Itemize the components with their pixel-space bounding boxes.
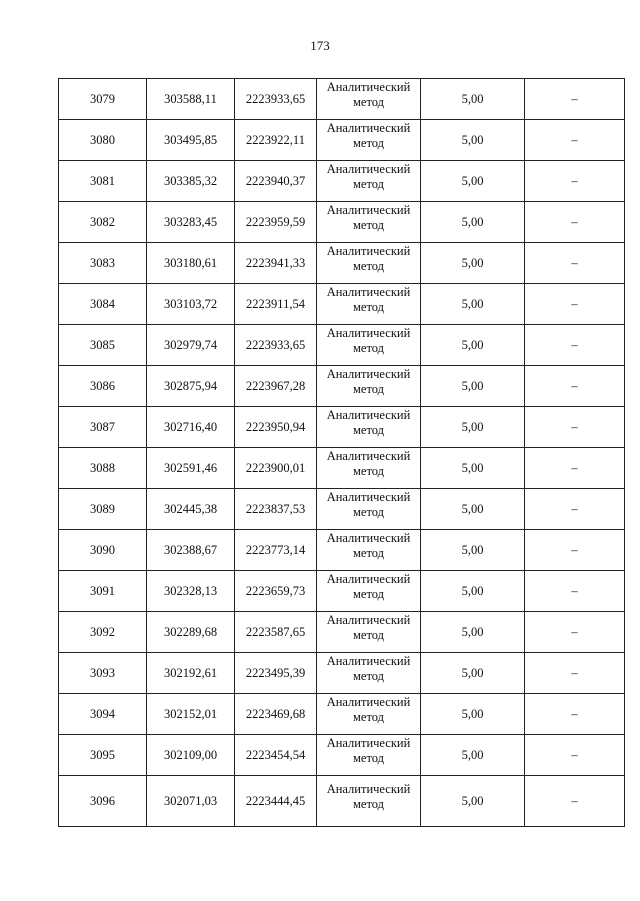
- method-cell: [317, 284, 421, 325]
- y-coordinate-cell: 2223587,65: [235, 612, 317, 653]
- method-text: Аналитический метод: [326, 613, 411, 642]
- x-coordinate-cell: 302192,61: [147, 653, 235, 694]
- point-number-cell: 3087: [59, 407, 147, 448]
- table-row: [59, 366, 625, 407]
- x-coordinate-cell: 302109,00: [147, 735, 235, 776]
- accuracy-cell: 5,00: [421, 161, 525, 202]
- point-number-cell: 3094: [59, 694, 147, 735]
- point-number-cell: 3088: [59, 448, 147, 489]
- accuracy-cell: 5,00: [421, 366, 525, 407]
- point-number-cell: 3086: [59, 366, 147, 407]
- table-row: [59, 284, 625, 325]
- method-text: Аналитический метод: [326, 736, 411, 765]
- x-coordinate-cell: 302289,68: [147, 612, 235, 653]
- note-cell: –: [525, 325, 625, 366]
- table-row: [59, 448, 625, 489]
- y-coordinate-cell: 2223933,65: [235, 325, 317, 366]
- method-text: Аналитический метод: [326, 285, 411, 314]
- table-row: [59, 694, 625, 735]
- method-cell: [317, 243, 421, 284]
- accuracy-cell: 5,00: [421, 653, 525, 694]
- accuracy-cell: 5,00: [421, 612, 525, 653]
- method-text: Аналитический метод: [326, 326, 411, 355]
- note-cell: –: [525, 448, 625, 489]
- note-cell: –: [525, 571, 625, 612]
- method-cell: [317, 489, 421, 530]
- method-text: Аналитический метод: [326, 80, 411, 109]
- table-row: [59, 571, 625, 612]
- method-text: Аналитический метод: [326, 121, 411, 150]
- note-cell: –: [525, 120, 625, 161]
- y-coordinate-cell: 2223444,45: [235, 776, 317, 827]
- y-coordinate-cell: 2223900,01: [235, 448, 317, 489]
- method-text: Аналитический метод: [326, 654, 411, 683]
- method-cell: [317, 776, 421, 827]
- note-cell: –: [525, 776, 625, 827]
- table-row: [59, 79, 625, 120]
- x-coordinate-cell: 302875,94: [147, 366, 235, 407]
- point-number-cell: 3082: [59, 202, 147, 243]
- accuracy-cell: 5,00: [421, 407, 525, 448]
- method-cell: [317, 366, 421, 407]
- note-cell: –: [525, 694, 625, 735]
- x-coordinate-cell: 302328,13: [147, 571, 235, 612]
- point-number-cell: 3085: [59, 325, 147, 366]
- y-coordinate-cell: 2223950,94: [235, 407, 317, 448]
- method-cell: [317, 530, 421, 571]
- table-row: [59, 202, 625, 243]
- y-coordinate-cell: 2223837,53: [235, 489, 317, 530]
- accuracy-cell: 5,00: [421, 571, 525, 612]
- table-row: [59, 161, 625, 202]
- point-number-cell: 3090: [59, 530, 147, 571]
- point-number-cell: 3081: [59, 161, 147, 202]
- x-coordinate-cell: 303103,72: [147, 284, 235, 325]
- method-text: Аналитический метод: [326, 782, 411, 811]
- y-coordinate-cell: 2223469,68: [235, 694, 317, 735]
- x-coordinate-cell: 303588,11: [147, 79, 235, 120]
- method-cell: [317, 612, 421, 653]
- method-text: Аналитический метод: [326, 695, 411, 724]
- note-cell: –: [525, 530, 625, 571]
- x-coordinate-cell: 303495,85: [147, 120, 235, 161]
- y-coordinate-cell: 2223495,39: [235, 653, 317, 694]
- method-text: Аналитический метод: [326, 367, 411, 396]
- note-cell: –: [525, 161, 625, 202]
- method-text: Аналитический метод: [326, 572, 411, 601]
- table-row: [59, 489, 625, 530]
- x-coordinate-cell: 303385,32: [147, 161, 235, 202]
- note-cell: –: [525, 202, 625, 243]
- accuracy-cell: 5,00: [421, 735, 525, 776]
- note-cell: –: [525, 407, 625, 448]
- note-cell: –: [525, 735, 625, 776]
- page-number: 173: [310, 38, 330, 53]
- coordinates-table-body: [59, 79, 625, 827]
- accuracy-cell: 5,00: [421, 325, 525, 366]
- method-text: Аналитический метод: [326, 203, 411, 232]
- note-cell: –: [525, 366, 625, 407]
- accuracy-cell: 5,00: [421, 284, 525, 325]
- table-row: [59, 120, 625, 161]
- y-coordinate-cell: 2223959,59: [235, 202, 317, 243]
- accuracy-cell: 5,00: [421, 489, 525, 530]
- y-coordinate-cell: 2223933,65: [235, 79, 317, 120]
- x-coordinate-cell: 303180,61: [147, 243, 235, 284]
- accuracy-cell: 5,00: [421, 694, 525, 735]
- accuracy-cell: 5,00: [421, 79, 525, 120]
- point-number-cell: 3092: [59, 612, 147, 653]
- y-coordinate-cell: 2223773,14: [235, 530, 317, 571]
- method-cell: [317, 325, 421, 366]
- point-number-cell: 3089: [59, 489, 147, 530]
- table-row: [59, 735, 625, 776]
- x-coordinate-cell: 302388,67: [147, 530, 235, 571]
- point-number-cell: 3091: [59, 571, 147, 612]
- method-cell: [317, 407, 421, 448]
- point-number-cell: 3079: [59, 79, 147, 120]
- point-number-cell: 3083: [59, 243, 147, 284]
- method-cell: [317, 161, 421, 202]
- x-coordinate-cell: 302445,38: [147, 489, 235, 530]
- table-row: [59, 530, 625, 571]
- x-coordinate-cell: 302716,40: [147, 407, 235, 448]
- point-number-cell: 3080: [59, 120, 147, 161]
- method-cell: [317, 571, 421, 612]
- note-cell: –: [525, 79, 625, 120]
- x-coordinate-cell: 302979,74: [147, 325, 235, 366]
- x-coordinate-cell: 302152,01: [147, 694, 235, 735]
- point-number-cell: 3096: [59, 776, 147, 827]
- note-cell: –: [525, 653, 625, 694]
- x-coordinate-cell: 303283,45: [147, 202, 235, 243]
- table-row: [59, 243, 625, 284]
- accuracy-cell: 5,00: [421, 776, 525, 827]
- y-coordinate-cell: 2223967,28: [235, 366, 317, 407]
- y-coordinate-cell: 2223940,37: [235, 161, 317, 202]
- y-coordinate-cell: 2223659,73: [235, 571, 317, 612]
- table-row: [59, 407, 625, 448]
- y-coordinate-cell: 2223454,54: [235, 735, 317, 776]
- accuracy-cell: 5,00: [421, 202, 525, 243]
- y-coordinate-cell: 2223941,33: [235, 243, 317, 284]
- method-cell: [317, 653, 421, 694]
- method-cell: [317, 79, 421, 120]
- y-coordinate-cell: 2223922,11: [235, 120, 317, 161]
- method-text: Аналитический метод: [326, 531, 411, 560]
- table-row: [59, 612, 625, 653]
- x-coordinate-cell: 302071,03: [147, 776, 235, 827]
- point-number-cell: 3084: [59, 284, 147, 325]
- table-row: [59, 325, 625, 366]
- method-text: Аналитический метод: [326, 490, 411, 519]
- table-row: [59, 653, 625, 694]
- method-text: Аналитический метод: [326, 162, 411, 191]
- point-number-cell: 3095: [59, 735, 147, 776]
- method-cell: [317, 448, 421, 489]
- coordinates-table: [58, 78, 625, 827]
- accuracy-cell: 5,00: [421, 243, 525, 284]
- note-cell: –: [525, 284, 625, 325]
- method-cell: [317, 202, 421, 243]
- x-coordinate-cell: 302591,46: [147, 448, 235, 489]
- y-coordinate-cell: 2223911,54: [235, 284, 317, 325]
- method-cell: [317, 120, 421, 161]
- method-text: Аналитический метод: [326, 244, 411, 273]
- method-cell: [317, 694, 421, 735]
- table-row: [59, 776, 625, 827]
- note-cell: –: [525, 489, 625, 530]
- method-cell: [317, 735, 421, 776]
- accuracy-cell: 5,00: [421, 530, 525, 571]
- note-cell: –: [525, 243, 625, 284]
- method-text: Аналитический метод: [326, 449, 411, 478]
- point-number-cell: 3093: [59, 653, 147, 694]
- method-text: Аналитический метод: [326, 408, 411, 437]
- note-cell: –: [525, 612, 625, 653]
- accuracy-cell: 5,00: [421, 448, 525, 489]
- accuracy-cell: 5,00: [421, 120, 525, 161]
